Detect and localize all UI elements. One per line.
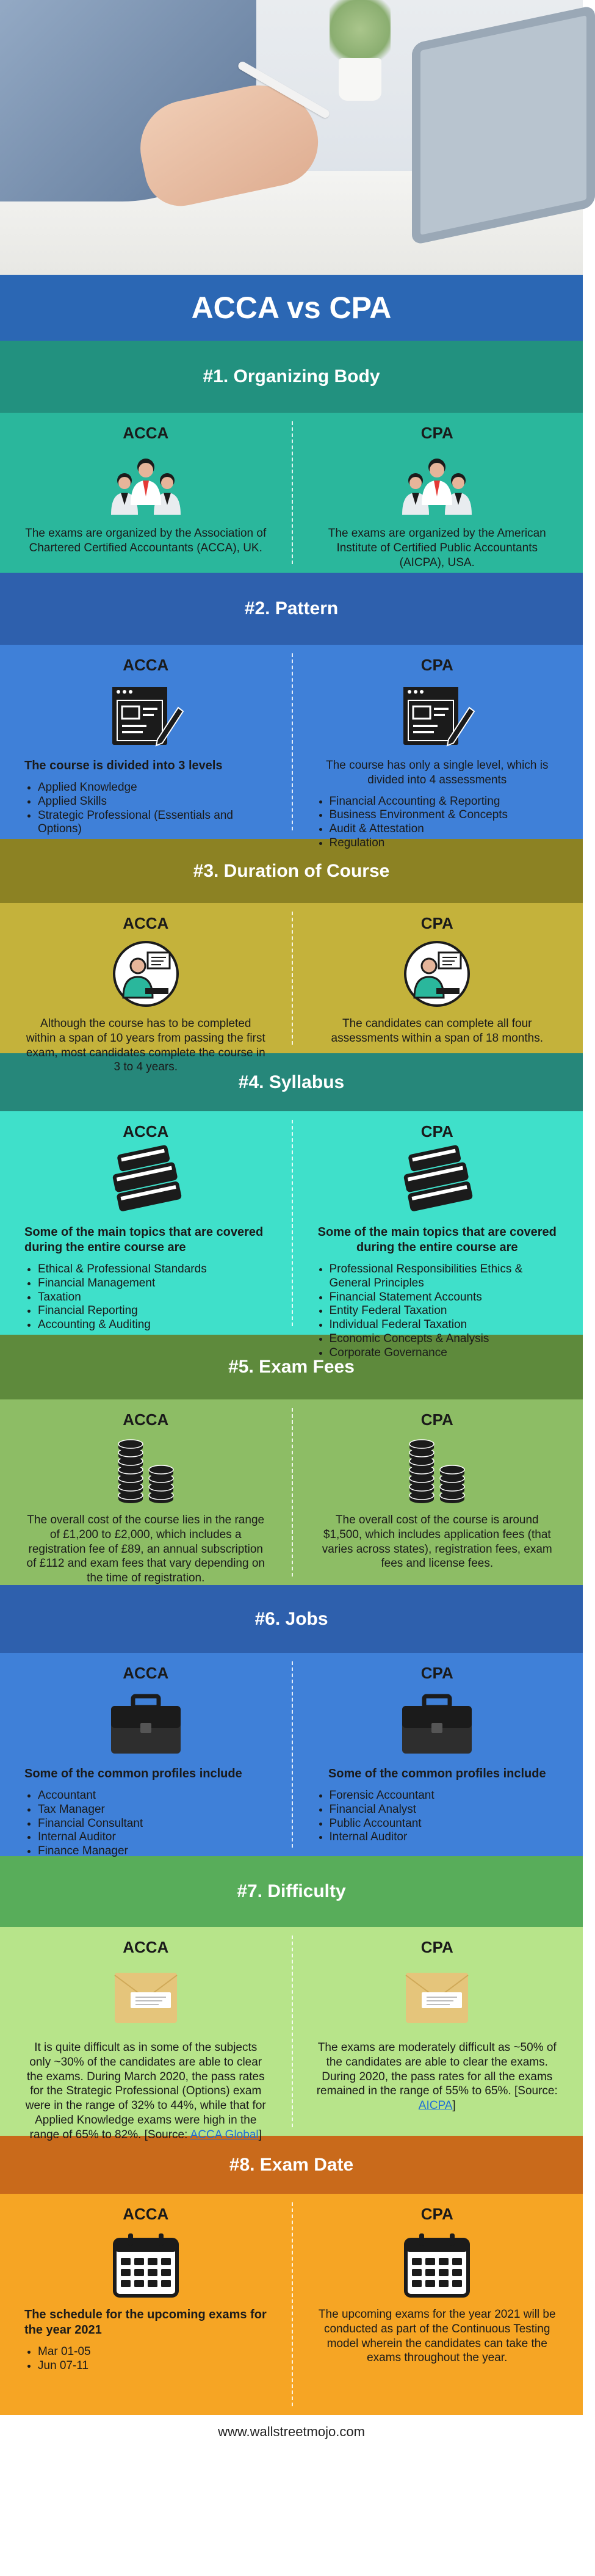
- list-item: • Financial Management: [38, 1277, 267, 1291]
- acca-column: [0, 645, 292, 839]
- list-item: • Regulation: [330, 836, 559, 851]
- section-header-difficulty: #7. Difficulty: [0, 1856, 583, 1927]
- cpa-title: CPA: [420, 1938, 453, 1956]
- section-header-pattern: #2. Pattern: [0, 573, 583, 645]
- cpa-title: CPA: [420, 2205, 453, 2223]
- column-divider: [292, 2202, 293, 2406]
- list-item: • Accountant: [38, 1789, 267, 1803]
- acca-lead: Some of the common profiles include: [24, 1767, 242, 1780]
- section-body-difficulty: [0, 1927, 583, 2141]
- section-body-syllabus: [0, 1111, 583, 1359]
- cpa-column: [292, 903, 583, 1053]
- acca-column: [0, 1111, 292, 1335]
- list-item: • Corporate Governance: [330, 1346, 559, 1360]
- acca-title: ACCA: [123, 1410, 169, 1429]
- acca-column: [0, 413, 292, 573]
- acca-description: Although the course has to be completed within a span of 10 years from passing the first exam, most candidates complete the course in 3 to 4 years.: [26, 1017, 265, 1074]
- column-divider: [292, 1936, 293, 2127]
- acca-list: [24, 1789, 267, 1859]
- list-item: • Internal Auditor: [330, 1830, 559, 1845]
- cpa-description: The exams are organized by the American Institute of Certified Public Accountants (AICPA), USA.: [328, 527, 546, 569]
- cpa-title: CPA: [420, 1122, 453, 1141]
- list-item: • Financial Analyst: [330, 1803, 559, 1817]
- cpa-title: CPA: [420, 1664, 453, 1682]
- cpa-column: [292, 1399, 583, 1585]
- list-item: • Applied Skills: [38, 795, 267, 809]
- page-title: ACCA vs CPA: [0, 275, 583, 341]
- list-item: • Professional Responsibilities Ethics & General Principles: [330, 1263, 559, 1291]
- list-item: • Financial Consultant: [38, 1817, 267, 1831]
- list-item: • Strategic Professional (Essentials and Options): [38, 809, 267, 837]
- books-icon: [106, 1147, 186, 1217]
- cpa-column: [292, 413, 583, 573]
- acca-title: ACCA: [123, 914, 169, 932]
- list-item: • Forensic Accountant: [330, 1789, 559, 1803]
- section-header-exam-fees: #5. Exam Fees: [0, 1335, 583, 1399]
- acca-description-text: It is quite difficult as in some of the subjects only ~30% of the candidates are able to clear the exams. During March 2020, the pass rates for the Strategic Professional (Options) exam were in the range of 32% to 44%, while that for Applied Knowledge exams were high in the range of 65% to 82%. [Source:: [25, 2041, 266, 2141]
- briefcase-icon: [106, 1689, 186, 1759]
- books-icon: [397, 1147, 477, 1217]
- acca-column: [0, 1399, 292, 1585]
- acca-lead: Some of the main topics that are covered during the entire course are: [24, 1225, 264, 1254]
- student-icon: [397, 939, 477, 1009]
- document-pen-icon: [106, 681, 186, 751]
- cpa-description: [316, 2041, 559, 2113]
- acca-title: ACCA: [123, 1664, 169, 1682]
- cpa-column: [292, 1111, 583, 1359]
- student-icon: [106, 939, 186, 1009]
- section-header-organizing-body: #1. Organizing Body: [0, 341, 583, 413]
- acca-source-link[interactable]: ACCA Global: [190, 2128, 259, 2141]
- list-item: • Public Accountant: [330, 1817, 559, 1831]
- cpa-title: CPA: [420, 914, 453, 932]
- list-item: • Jun 07-11: [38, 2359, 267, 2373]
- envelope-icon: [106, 1963, 186, 2033]
- hero-photo: [0, 0, 583, 275]
- list-item: • Finance Manager: [38, 1845, 267, 1859]
- acca-title: ACCA: [123, 1122, 169, 1141]
- list-item: • Business Environment & Concepts: [330, 808, 559, 822]
- coins-icon: [397, 1435, 477, 1506]
- column-divider: [292, 1661, 293, 1848]
- cpa-column: [292, 2194, 583, 2415]
- section-body-exam-date: [0, 2194, 583, 2415]
- list-item: • Taxation: [38, 1291, 267, 1305]
- hero-pot: [339, 58, 381, 101]
- acca-title: ACCA: [123, 2205, 169, 2223]
- acca-title: ACCA: [123, 424, 169, 442]
- section-header-jobs: #6. Jobs: [0, 1585, 583, 1653]
- acca-description: [24, 2041, 267, 2142]
- list-item: • Mar 01-05: [38, 2345, 267, 2359]
- calendar-icon: [106, 2230, 186, 2300]
- section-body-duration: [0, 903, 583, 1074]
- list-item: • Internal Auditor: [38, 1830, 267, 1845]
- cpa-list: [316, 795, 559, 851]
- acca-column: [0, 903, 292, 1074]
- section-body-jobs: [0, 1653, 583, 1856]
- section-body-pattern: [0, 645, 583, 849]
- cpa-lead: Some of the main topics that are covered during the entire course are: [317, 1225, 557, 1254]
- cpa-description: The course has only a single level, which is divided into 4 assessments: [326, 759, 549, 786]
- section-body-organizing-body: [0, 413, 583, 573]
- column-divider: [292, 653, 293, 830]
- list-item: • Tax Manager: [38, 1803, 267, 1817]
- acca-description: The exams are organized by the Association of Chartered Certified Accountants (ACCA), UK.: [25, 527, 267, 554]
- acca-lead: The course is divided into 3 levels: [24, 759, 223, 772]
- column-divider: [292, 1408, 293, 1576]
- cpa-title: CPA: [420, 424, 453, 442]
- acca-list: [24, 1263, 267, 1332]
- sections-container: [0, 341, 583, 2415]
- people-icon: [106, 449, 186, 519]
- acca-column: [0, 2194, 292, 2415]
- section-header-syllabus: #4. Syllabus: [0, 1053, 583, 1111]
- list-item: • Economic Concepts & Analysis: [330, 1332, 559, 1346]
- cpa-column: [292, 1927, 583, 2136]
- calendar-icon: [397, 2230, 477, 2300]
- section-header-duration: #3. Duration of Course: [0, 839, 583, 903]
- cpa-description: The candidates can complete all four assessments within a span of 18 months.: [331, 1017, 543, 1045]
- list-item: • Accounting & Auditing: [38, 1318, 267, 1332]
- coins-icon: [106, 1435, 186, 1506]
- hero-laptop: [412, 5, 595, 245]
- cpa-list: [316, 1263, 559, 1360]
- footer-url: www.wallstreetmojo.com: [0, 2415, 583, 2449]
- cpa-lead: Some of the common profiles include: [328, 1767, 546, 1780]
- envelope-icon: [397, 1963, 477, 2033]
- document-pen-icon: [397, 681, 477, 751]
- list-item: • Financial Accounting & Reporting: [330, 795, 559, 809]
- acca-list: [24, 2345, 267, 2373]
- acca-list: [24, 781, 267, 836]
- cpa-description: The overall cost of the course is around $1,500, which includes application fees (that varies across states), registration fees, exam fees and license fees.: [322, 1514, 552, 1570]
- cpa-title: CPA: [420, 1410, 453, 1429]
- list-item: • Entity Federal Taxation: [330, 1304, 559, 1318]
- column-divider: [292, 1120, 293, 1326]
- acca-description-end: ]: [258, 2128, 262, 2141]
- section-body-exam-fees: [0, 1399, 583, 1585]
- cpa-title: CPA: [420, 656, 453, 674]
- cpa-description-end: ]: [452, 2099, 456, 2112]
- acca-description: The overall cost of the course lies in the range of £1,200 to £2,000, which includes a registration fee of £89, an annual subscription of £112 and exam fees that vary depending on the time of registration.: [26, 1514, 265, 1584]
- column-divider: [292, 912, 293, 1045]
- list-item: • Financial Reporting: [38, 1304, 267, 1318]
- list-item: • Applied Knowledge: [38, 781, 267, 795]
- section-header-exam-date: #8. Exam Date: [0, 2136, 583, 2194]
- list-item: • Individual Federal Taxation: [330, 1318, 559, 1332]
- list-item: • Financial Statement Accounts: [330, 1291, 559, 1305]
- cpa-column: [292, 645, 583, 849]
- cpa-list: [316, 1789, 559, 1845]
- acca-title: ACCA: [123, 656, 169, 674]
- briefcase-icon: [397, 1689, 477, 1759]
- acca-column: [0, 1927, 292, 2141]
- acca-lead: The schedule for the upcoming exams for the year 2021: [24, 2308, 267, 2337]
- acca-column: [0, 1653, 292, 1856]
- cpa-description-text: The exams are moderately difficult as ~50% of the candidates are able to clear the exams. During 2020, the pass rates for all the exams remained in the range of 55% to 65%. [Source:: [316, 2041, 558, 2098]
- cpa-description: The upcoming exams for the year 2021 will be conducted as part of the Continuous Testing model wherein the candidates can take the exams throughout the year.: [318, 2308, 556, 2365]
- column-divider: [292, 421, 293, 564]
- acca-title: ACCA: [123, 1938, 169, 1956]
- cpa-column: [292, 1653, 583, 1856]
- list-item: • Ethical & Professional Standards: [38, 1263, 267, 1277]
- cpa-source-link[interactable]: AICPA: [418, 2099, 453, 2112]
- people-icon: [397, 449, 477, 519]
- list-item: • Audit & Attestation: [330, 822, 559, 836]
